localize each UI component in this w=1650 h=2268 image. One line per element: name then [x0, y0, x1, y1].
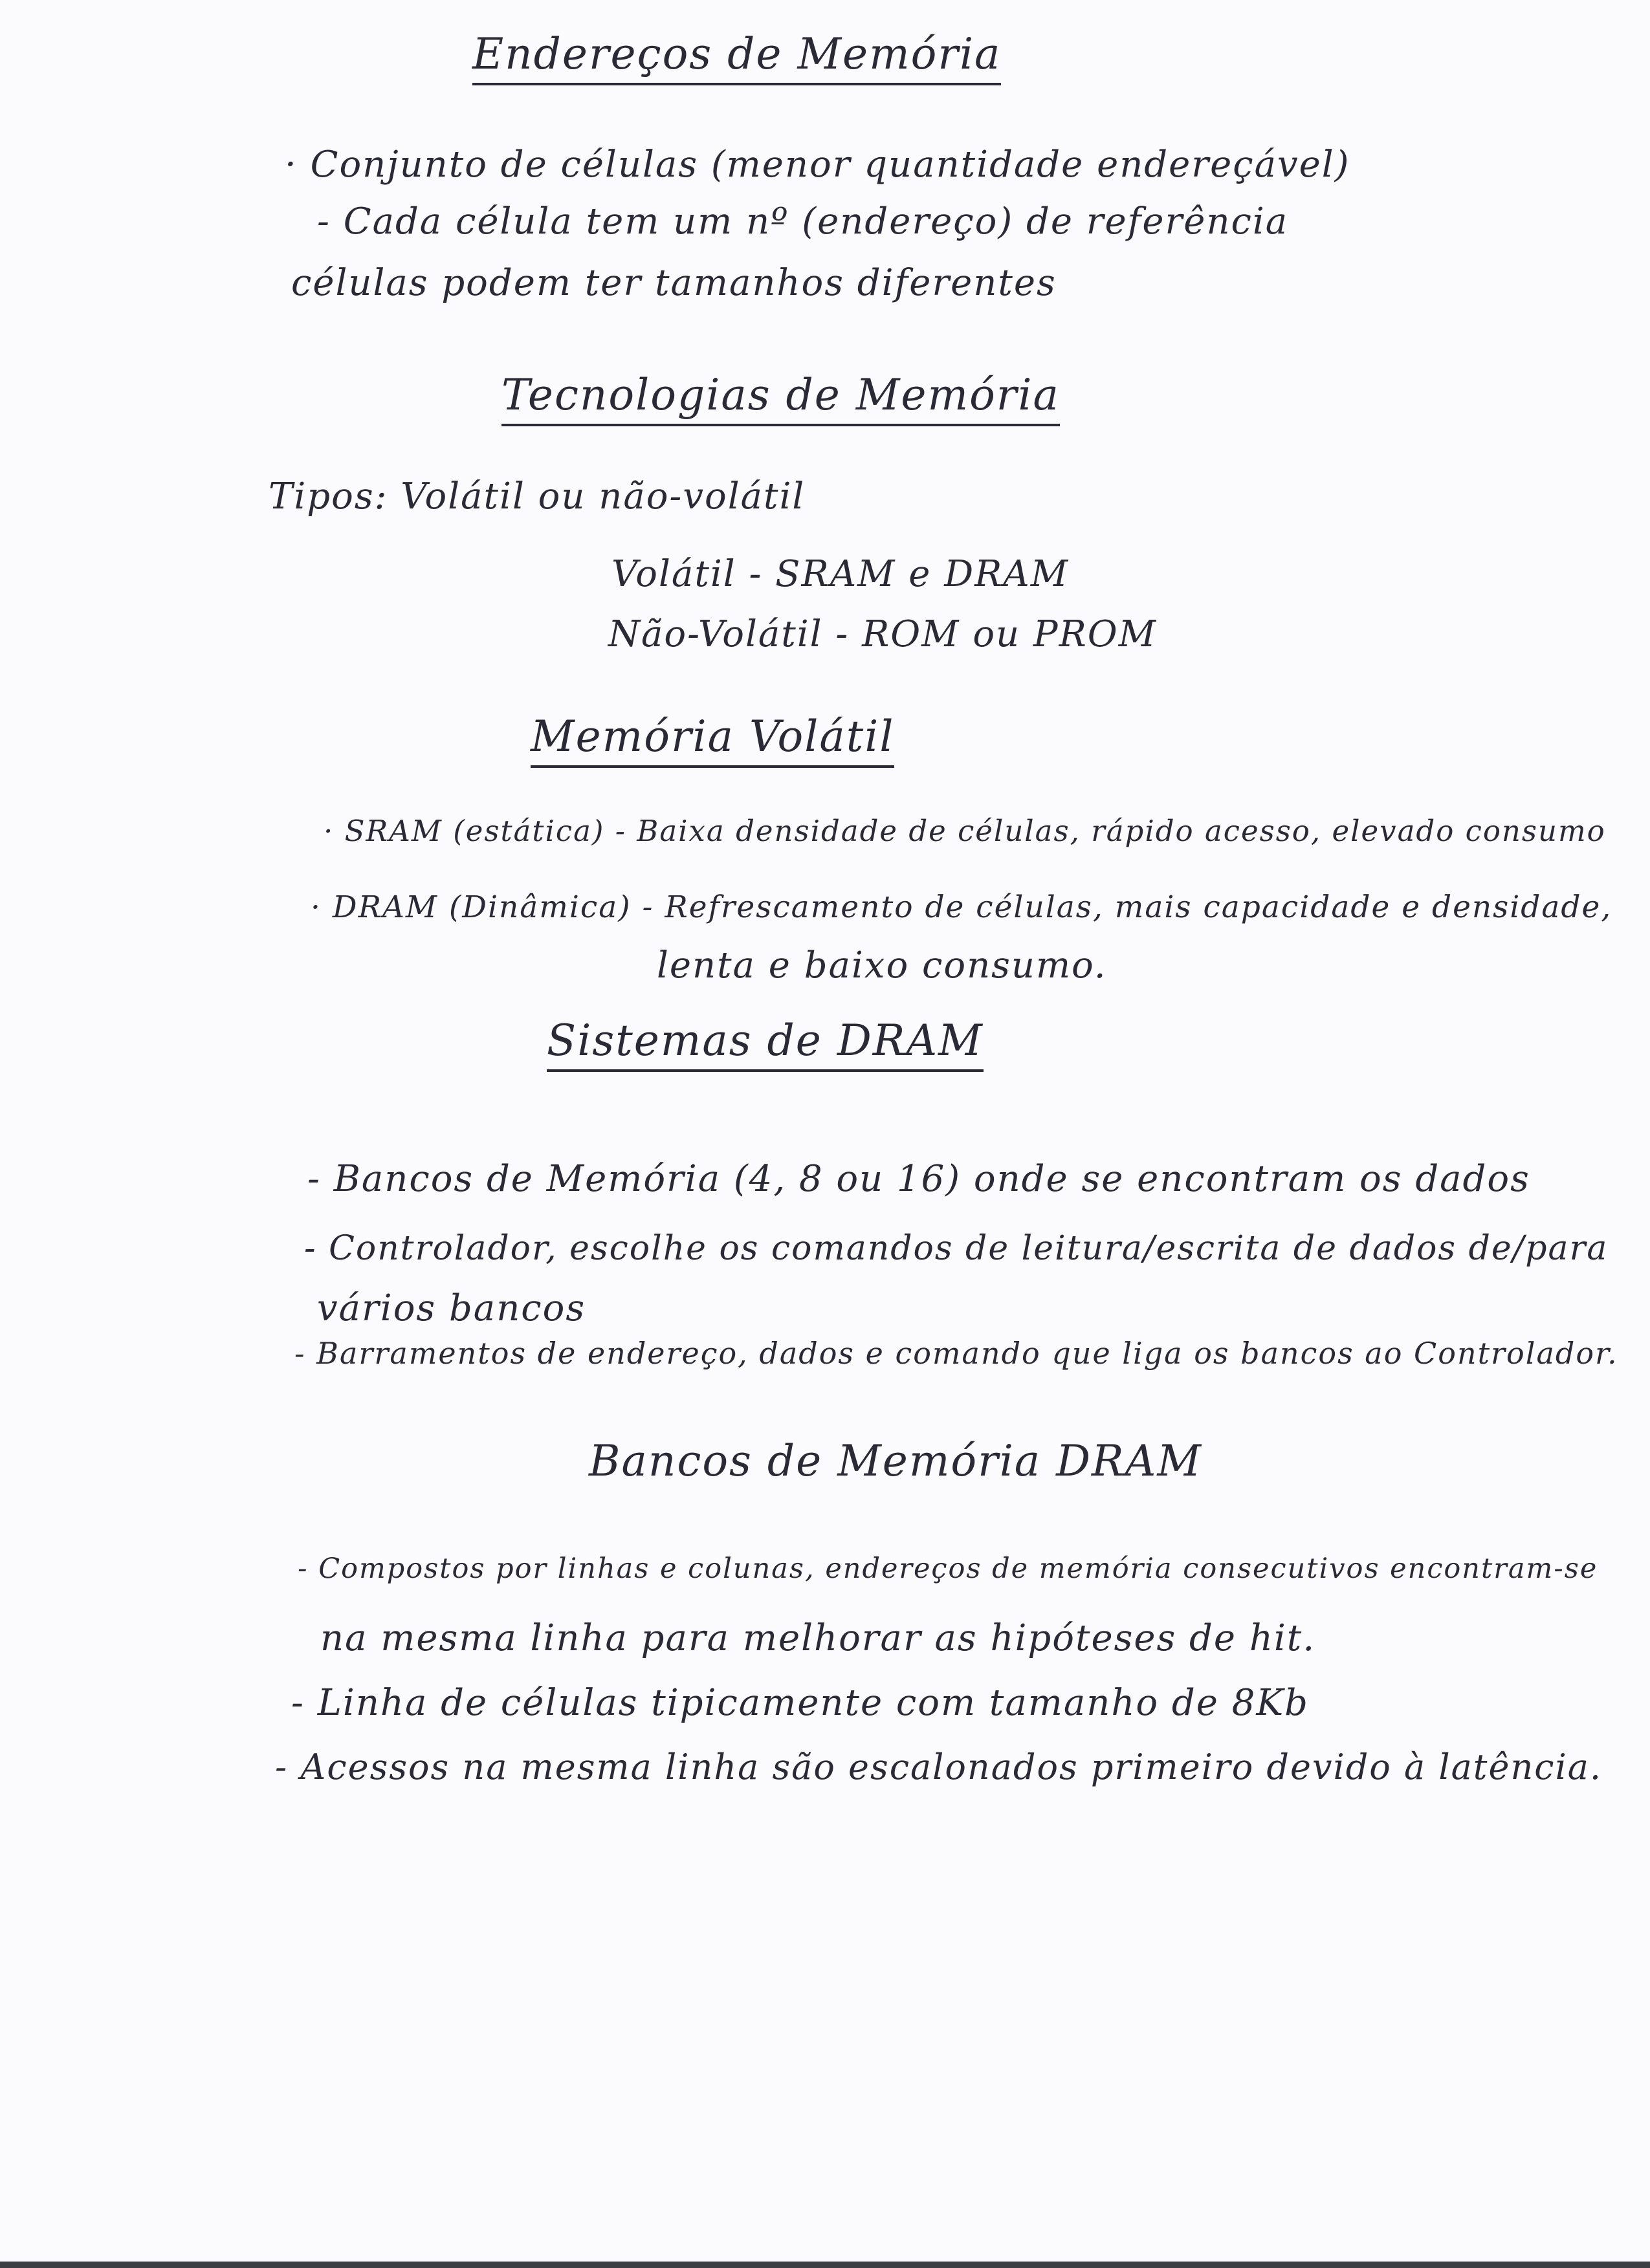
note-line: - Barramentos de endereço, dados e comando que liga os bancos ao Controlador.: [294, 1336, 1618, 1371]
note-line: · Conjunto de células (menor quantidade endereçável): [285, 144, 1350, 186]
note-line: - Linha de células tipicamente com tamanho de 8Kb: [291, 1682, 1310, 1724]
note-line: - Acessos na mesma linha são escalonados primeiro devido à latência.: [275, 1747, 1603, 1787]
note-line: - Controlador, escolhe os comandos de leitura/escrita de dados de/para: [304, 1229, 1609, 1268]
note-line: - Compostos por linhas e colunas, endereços de memória consecutivos encontram-se: [298, 1553, 1598, 1585]
heading-tecnologias: Tecnologias de Memória: [501, 370, 1060, 426]
scan-edge: [0, 2262, 1650, 2268]
note-line: · DRAM (Dinâmica) - Refrescamento de células, mais capacidade e densidade,: [311, 889, 1612, 925]
note-line: células podem ter tamanhos diferentes: [291, 262, 1057, 304]
note-line: - Bancos de Memória (4, 8 ou 16) onde se encontram os dados: [307, 1158, 1530, 1200]
heading-volatil: Memória Volátil: [531, 712, 894, 768]
note-line: Tipos: Volátil ou não-volátil: [269, 475, 806, 518]
note-line: - Cada célula tem um nº (endereço) de referência: [317, 201, 1289, 243]
note-line: lenta e baixo consumo.: [657, 944, 1107, 987]
note-line: · SRAM (estática) - Baixa densidade de células, rápido acesso, elevado consumo: [324, 814, 1606, 848]
heading-sistemas: Sistemas de DRAM: [547, 1016, 984, 1072]
note-line: na mesma linha para melhorar as hipóteses de hit.: [320, 1617, 1316, 1659]
note-line: Não-Volátil - ROM ou PROM: [608, 613, 1157, 655]
heading-enderecos: Endereços de Memória: [472, 29, 1001, 85]
note-line: Volátil - SRAM e DRAM: [611, 553, 1070, 595]
heading-bancos: Bancos de Memória DRAM: [589, 1436, 1202, 1486]
note-line: vários bancos: [317, 1287, 586, 1329]
